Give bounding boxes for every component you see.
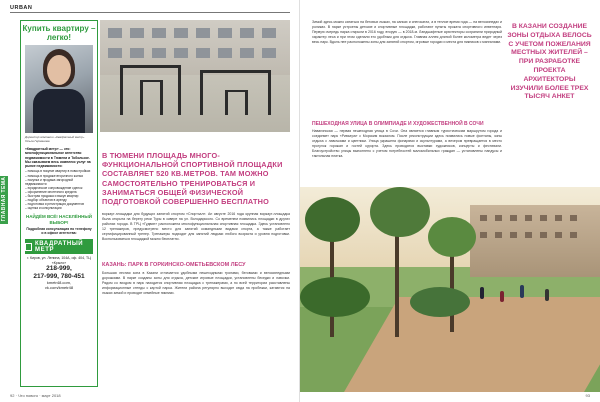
workout-area-photo — [100, 20, 290, 132]
sidebar-tab-label: ГЛАВНАЯ ТЕМА — [1, 176, 7, 222]
logo-text: КВАДРАТНЫЙ МЕТР — [35, 240, 84, 253]
workout-bar — [140, 80, 143, 115]
page-folio-left: 92 · Что нового · март 2018 — [10, 393, 61, 398]
photo-window — [510, 215, 517, 221]
photo-window — [130, 28, 144, 38]
workout-bar — [225, 90, 228, 115]
bush — [300, 277, 370, 317]
photo-window — [108, 28, 122, 38]
photo-window — [525, 232, 532, 238]
ad-services-list — [21, 168, 97, 211]
workout-bar — [245, 90, 248, 115]
photo-window — [262, 48, 276, 58]
workout-bar — [160, 80, 163, 115]
workout-bar — [120, 65, 180, 68]
ad-service-item: – помощь в покупке квартир в новостройках — [25, 169, 91, 174]
sidebar-tab — [0, 176, 8, 224]
pedestrian — [520, 285, 524, 298]
left-standfirst: В ТЮМЕНИ ПЛОЩАДЬ МНОГО-ФУНКЦИОНАЛЬНОЙ СПОРТИВНОЙ ПЛОЩАДКИ СОСТАВЛЯЕТ 520 КВ.МЕТРОВ. ТАМ МОЖНО САМОСТОЯТЕЛЬНО ТРЕНИРОВАТЬСЯ И ЗАНИМАТЬСЯ ОБЩЕЙ ФИЗИЧЕСКОЙ ПОДГОТОВКОЙ СОВЕРШЕННО БЕСПЛАТНО — [102, 151, 283, 207]
palm-tree — [428, 217, 476, 257]
right-page — [300, 0, 600, 402]
left-subhead: КАЗАНЬ: ПАРК В ГОРКИНСКО-ОМЕТЬЕВСКОМ ЛЕСУ — [102, 262, 246, 268]
ad-caption: Директор компании «Квадратный метр» Ольга Германова — [25, 135, 85, 143]
photo-window — [152, 28, 166, 38]
right-body-1: Зимой здесь можно кататься на беговых лыжах, на санках и снегокатах, а в теплое время года — на велосипедах и роликах. В парке устроены детские и спортивные площадки, работают пункты проката спортивного инвентаря. Первую очередь парка открыли в 2016 году, вторую — в 2018-м. Ландшафтные архитекторы сохранили природный характер леса и при этом сделали его удобным для отдыха. Главная аллея длиной более километра ведет через весь парк. Вдоль нее расположены зоны для занятий спортом, игровые городки и места для пикников с мангалами. — [312, 20, 502, 44]
photo-window — [108, 48, 122, 58]
workout-bar — [120, 65, 123, 115]
photo-building — [470, 205, 600, 277]
photo-window — [540, 232, 547, 238]
workout-bar — [140, 80, 162, 82]
workout-bar — [200, 70, 203, 115]
palm-tree — [305, 197, 360, 242]
ad-phone-2: 217-999, 780-451 — [33, 272, 85, 280]
ad-service-item: – юридическое сопровождение сделок — [25, 185, 83, 190]
ad-service-item: – помощь в продаже вторичного жилья — [25, 173, 83, 178]
photo-window — [174, 28, 188, 38]
photo-window — [196, 28, 210, 38]
ad-service-item: – подготовка и регистрация документов — [25, 202, 84, 207]
ad-intro: «Квадратный метр» — это: многофункциональное агентство недвижимости в Тюмени и Тобольске. Мы оказываем весь комплекс услуг на рынке недвижимости: — [25, 147, 91, 169]
ad-address: г. Киров, ул. Ленина, 104А, оф. 404, ТЦ «Крыло» — [27, 256, 91, 265]
ad-service-item: – оценка и консультации — [25, 206, 62, 211]
ad-portrait — [25, 45, 93, 133]
portrait-face — [47, 55, 71, 85]
ad-social: vk.com/kmetr48 — [44, 285, 74, 291]
advertisement — [20, 20, 98, 387]
photo-window — [240, 28, 254, 38]
photo-window — [480, 232, 487, 238]
palm-tree — [370, 187, 430, 237]
rubric: URBAN — [10, 5, 33, 11]
ad-title: Купить квартиру – легко! — [22, 24, 96, 42]
workout-bar — [225, 90, 247, 92]
photo-window — [495, 232, 502, 238]
company-logo — [25, 239, 93, 254]
pedestrian — [545, 289, 549, 301]
photo-window — [152, 48, 166, 58]
portrait-body — [33, 89, 85, 133]
ad-website: kmetr48.com, — [46, 280, 72, 286]
workout-bar — [178, 65, 181, 115]
logo-square-icon — [25, 243, 32, 251]
pedestrian — [480, 287, 484, 299]
photo-window — [555, 232, 562, 238]
ad-service-item: – оформление ипотечного кредита — [25, 189, 77, 194]
left-body-1: воркаут-площадки для будущих занятий спортом «Спортзал». Ан августе 2016 года крупная воркаут-площадка была открыта на берегу реки Туры в сквере на ул. Володарского. Со временем появились площадки в других районах города. В ТРЦ «Гудвин» расположена многофункциональная спортивная площадка. Здесь установлено 12 тренажеров, предусмотрено место для занятий командными видами спорта, а также работает сертифицированный тренер. Тренажеры подходят для занятий людьми любого возраста и уровня подготовки. Воспользоваться площадкой можно бесплатно. — [102, 212, 290, 241]
ad-service-item: – покупка и продажа загородной недвижимости — [25, 177, 74, 186]
page-folio-right: 93 — [585, 393, 590, 398]
ad-contact-intro: Подробная консультация по телефону и в офисе агентства: — [26, 226, 92, 236]
photo-window — [570, 232, 577, 238]
photo-window — [480, 215, 487, 221]
pedestrian — [500, 291, 504, 302]
photo-window — [570, 215, 577, 221]
photo-window — [540, 215, 547, 221]
workout-bar — [268, 70, 271, 115]
photo-window — [130, 48, 144, 58]
photo-window — [555, 215, 562, 221]
left-body-2: Большая лесная зона в Казани отличается удобными пешеходными тропами, беговыми и велосипедными дорожками. В парке созданы зоны для отдыха, детские игровые площадки, установлены беседки и лавочки. Рядом со входом в парк находится спортивная площадка с тренажерами, а по всей территории расставлены информационные стенды с картой парка. Жители района регулярно выходят сюда на пробежки, катаются на лыжах зимой и проводят семейные пикники. — [102, 271, 290, 295]
ad-service-item: – подбор объектов в аренду — [25, 198, 67, 203]
photo-window — [218, 48, 232, 58]
ad-cta: НАЙДЁМ ВСЁ! НАСЕЛЁННЫЙ ВЫБОР! — [26, 214, 92, 225]
photo-window — [174, 48, 188, 58]
photo-window — [495, 215, 502, 221]
right-body-2: Навагинская — первая пешеходная улица в Сочи. Она является главным туристическим маршрутом города и соединяет парк «Ривьера» с Морским вокзалом. После реконструкции здесь появились новые фонтаны, зоны отдыха с лавочками и цветники. Улица украшена фонарями и скульптурами, а вечером превращается в место прогулок горожан и гостей курорта. Здесь проводятся выставки художников, концерты и фестивали. Благоустройство улицы выполнено с учетом потребностей маломобильных граждан — установлены пандусы и тактильная плитка. — [312, 129, 502, 158]
photo-window — [196, 48, 210, 58]
photo-window — [525, 215, 532, 221]
workout-bar — [200, 70, 270, 73]
photo-window — [510, 232, 517, 238]
ad-service-item: – быстрая продажа и выкуп квартир — [25, 194, 79, 199]
right-subhead: ПЕШЕХОДНАЯ УЛИЦА В ОЛИМПИАДЕ И ХУДОЖЕСТВЕННОЙ В СОЧИ — [312, 121, 484, 127]
ad-phone-1: 218-999, — [46, 265, 72, 273]
street-photo — [300, 187, 600, 392]
bush — [410, 287, 470, 317]
photo-ground — [100, 75, 290, 132]
photo-window — [262, 28, 276, 38]
photo-window — [240, 48, 254, 58]
pull-quote: В КАЗАНИ СОЗДАНИЕ ЗОНЫ ОТДЫХА ВЕЛОСЬ С УЧЕТОМ ПОЖЕЛАНИЯ МЕСТНЫХ ЖИТЕЛЕЙ – ПРИ РАЗРАБОТКЕ ПРОЕКТА АРХИТЕКТОРЫ ИЗУЧИЛИ БОЛЕЕ ТРЕХ ТЫСЯЧ АНКЕТ — [507, 23, 592, 101]
photo-window — [218, 28, 232, 38]
header-rule — [10, 12, 290, 13]
